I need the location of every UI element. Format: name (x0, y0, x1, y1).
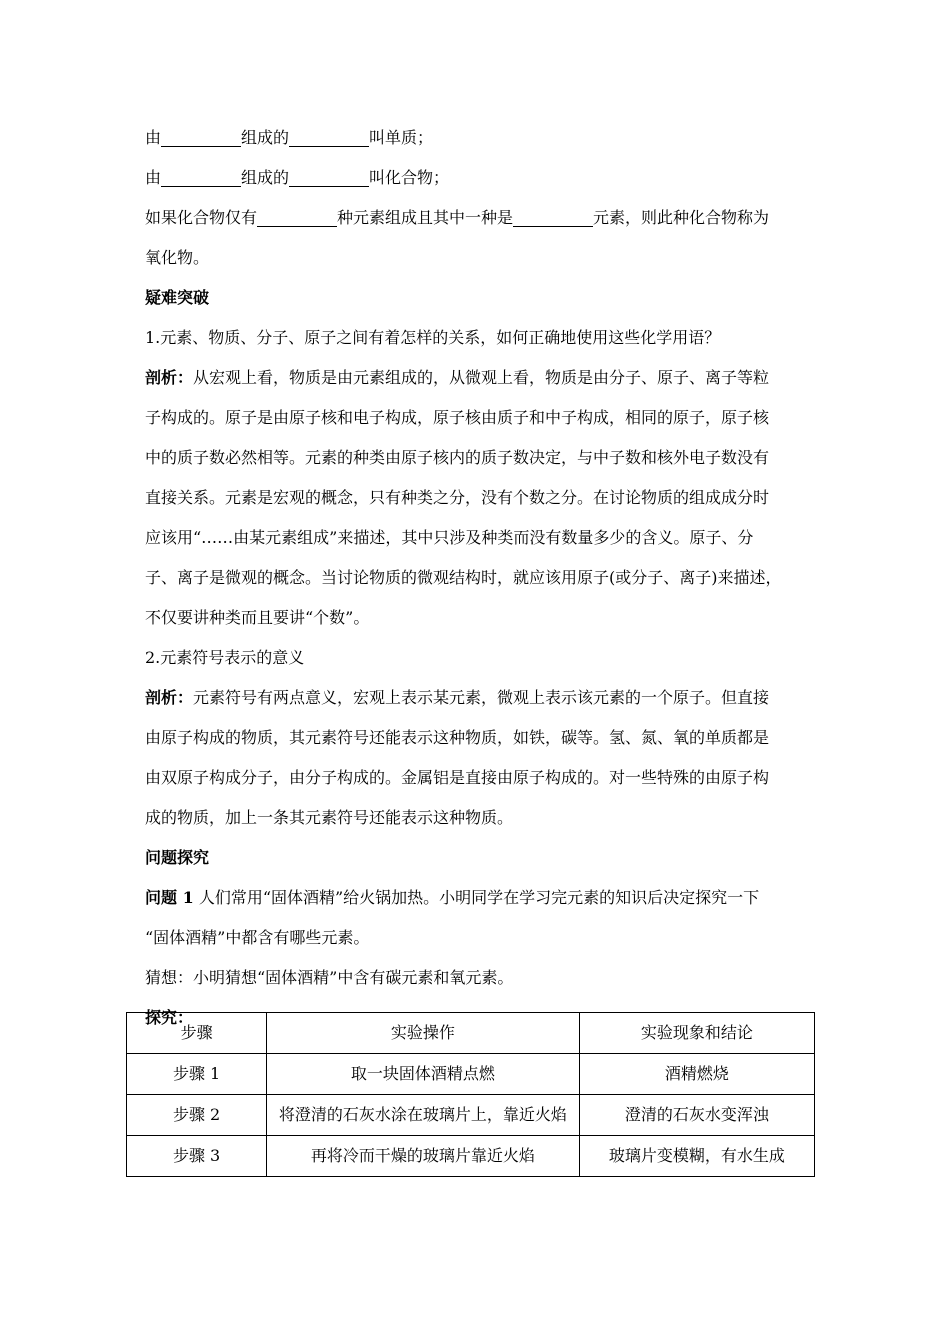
text: 组成的 (241, 168, 290, 187)
answer-1-line: 子构成的。原子是由原子核和电子构成，原子核由质子和中子构成，相同的原子，原子核 (145, 408, 770, 427)
text: 如果化合物仅有 (145, 208, 258, 227)
table-cell: 将澄清的石灰水涂在玻璃片上，靠近火焰 (267, 1095, 579, 1136)
table-header-row (127, 1013, 815, 1054)
answer-1-line: 中的质子数必然相等。元素的种类由原子核内的质子数决定，与中子数和核外电子数没有 (145, 448, 770, 467)
blank (161, 166, 241, 187)
blank (289, 166, 369, 187)
table-cell: 澄清的石灰水变浑浊 (579, 1095, 814, 1136)
text: 叫化合物； (369, 168, 450, 187)
table-cell: 再将冷而干燥的玻璃片靠近火焰 (267, 1136, 579, 1177)
analysis-label: 剖析： (145, 368, 194, 387)
fill-blank-line-1 (145, 118, 817, 158)
table-cell: 酒精燃烧 (579, 1054, 814, 1095)
answer-2 (145, 678, 817, 838)
table-cell: 步骤 1 (127, 1054, 267, 1095)
text: 从宏观上看，物质是由元素组成的，从微观上看，物质是由分子、原子、离子等粒 (193, 368, 770, 387)
table-header: 步骤 (127, 1013, 267, 1054)
oxide-line-2: 氧化物。 (145, 248, 210, 267)
section-title-inquiry: 问题探究 (145, 848, 210, 867)
text: 人们常用“固体酒精”给火锅加热。小明同学在学习完元素的知识后决定探究一下 (198, 888, 760, 907)
text: 叫单质； (369, 128, 434, 147)
table-cell: 步骤 2 (127, 1095, 267, 1136)
problem-1 (145, 878, 817, 958)
oxide-line-1 (145, 198, 817, 238)
explore-label: 探究： (145, 1008, 194, 1027)
analysis-label: 剖析： (145, 688, 194, 707)
blank (257, 206, 337, 227)
question-1: 1.元素、物质、分子、原子之间有着怎样的关系，如何正确地使用这些化学用语？ (145, 328, 721, 347)
text: 种元素组成且其中一种是 (337, 208, 514, 227)
answer-1-line (145, 358, 817, 398)
answer-2-line: 成的物质，加上一条其元素符号还能表示这种物质。 (145, 808, 514, 827)
document-body (145, 118, 817, 1038)
answer-1 (145, 358, 817, 638)
text: 元素符号有两点意义，宏观上表示某元素，微观上表示该元素的一个原子。但直接 (193, 688, 770, 707)
table-row (127, 1095, 815, 1136)
blank (161, 126, 241, 147)
section-title-difficulty: 疑难突破 (145, 288, 210, 307)
table-header: 实验操作 (267, 1013, 579, 1054)
blank (289, 126, 369, 147)
table-cell: 玻璃片变模糊，有水生成 (579, 1136, 814, 1177)
table-row (127, 1054, 815, 1095)
text: 元素，则此种化合物称为 (593, 208, 770, 227)
answer-1-line: 子、离子是微观的概念。当讨论物质的微观结构时，就应该用原子(或分子、离子)来描述， (145, 568, 782, 587)
table-row (127, 1136, 815, 1177)
answer-1-line: 直接关系。元素是宏观的概念，只有种类之分，没有个数之分。在讨论物质的组成成分时 (145, 488, 770, 507)
problem-1-line: “固体酒精”中都含有哪些元素。 (145, 928, 370, 947)
text: 由 (145, 168, 162, 187)
answer-2-line: 由双原子构成分子，由分子构成的。金属铝是直接由原子构成的。对一些特殊的由原子构 (145, 768, 770, 787)
problem-label: 问题 1 (145, 888, 194, 907)
guess-line: 猜想：小明猜想“固体酒精”中含有碳元素和氧元素。 (145, 968, 514, 987)
answer-1-line: 应该用“……由某元素组成”来描述，其中只涉及种类而没有数量多少的含义。原子、分 (145, 528, 754, 547)
question-2: 2.元素符号表示的意义 (145, 648, 305, 667)
answer-1-line: 不仅要讲种类而且要讲“个数”。 (145, 608, 370, 627)
table-cell: 取一块固体酒精点燃 (267, 1054, 579, 1095)
blank (513, 206, 593, 227)
answer-2-line: 由原子构成的物质，其元素符号还能表示这种物质，如铁，碳等。氢、氮、氧的单质都是 (145, 728, 770, 747)
text: 由 (145, 128, 162, 147)
table-header: 实验现象和结论 (579, 1013, 814, 1054)
problem-1-line (145, 878, 817, 918)
text: 组成的 (241, 128, 290, 147)
fill-blank-line-2 (145, 158, 817, 198)
answer-2-line (145, 678, 817, 718)
experiment-table (126, 1012, 815, 1177)
table-cell: 步骤 3 (127, 1136, 267, 1177)
